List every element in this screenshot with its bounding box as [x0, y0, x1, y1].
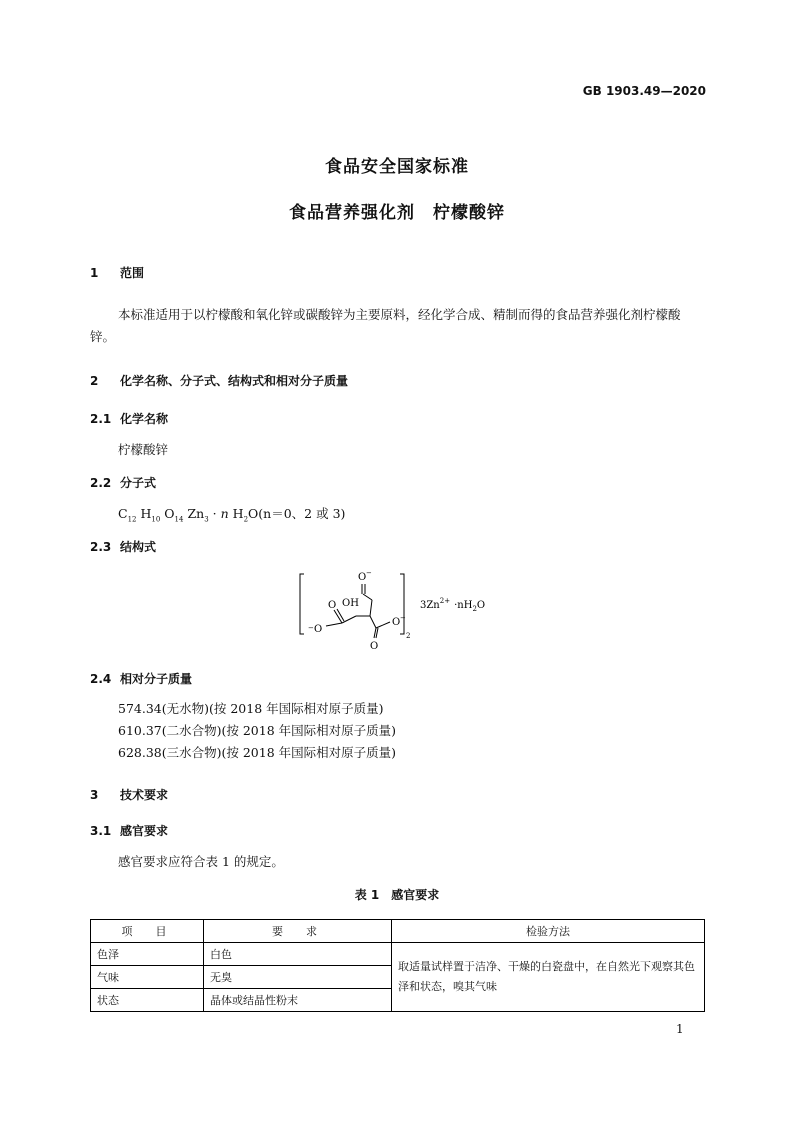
section-title: 范围 — [120, 266, 145, 280]
page-number: 1 — [676, 1022, 684, 1036]
section-title: 相对分子质量 — [120, 672, 193, 686]
molecular-mass-item: 610.37(二水合物)(按 2018 年国际相对原子质量) — [118, 723, 397, 738]
section-2-3-heading — [90, 538, 156, 555]
section-number: 2 — [90, 374, 99, 388]
chemical-name: 柠檬酸锌 — [118, 442, 169, 457]
table-cell: 状态 — [91, 989, 204, 1012]
section-3-1-text: 感官要求应符合表 1 的规定。 — [118, 854, 284, 869]
structural-formula — [298, 570, 513, 652]
molecular-mass-item: 628.38(三水合物)(按 2018 年国际相对原子质量) — [118, 745, 397, 760]
section-2-4-heading — [90, 670, 192, 687]
section-3-1-heading — [90, 822, 168, 839]
bond — [374, 628, 376, 638]
table-cell: 无臭 — [204, 966, 392, 989]
bond — [376, 622, 390, 628]
zinc-ion: $3Zn^{2+} \cdot nH_2O$ — [420, 597, 486, 613]
table-header-cell: 项 目 — [91, 920, 204, 943]
document-title: 食品安全国家标准 — [325, 157, 469, 177]
charge-label: − — [366, 570, 372, 577]
section-title: 化学名称、分子式、结构式和相对分子质量 — [120, 374, 349, 388]
table-cell: 气味 — [91, 966, 204, 989]
bond — [363, 594, 372, 600]
section-number: 2.2 — [90, 476, 112, 490]
section-1-heading — [90, 264, 144, 281]
atom-label: O — [392, 617, 401, 628]
hydroxyl-label: OH — [342, 598, 359, 609]
section-2-heading — [90, 372, 348, 389]
molecular-mass-item: 574.34(无水物)(按 2018 年国际相对原子质量) — [118, 701, 384, 716]
table-header-cell: 要 求 — [204, 920, 392, 943]
section-3-heading — [90, 786, 168, 803]
left-bracket — [300, 574, 304, 634]
section-number: 3 — [90, 788, 99, 802]
section-2-1-heading — [90, 410, 168, 427]
bond — [337, 609, 344, 621]
bond — [326, 623, 342, 626]
sensory-requirements-table — [90, 919, 705, 1012]
table-header-row — [91, 920, 705, 943]
table-cell: 白色 — [204, 943, 392, 966]
document-subtitle: 食品营养强化剂 柠檬酸锌 — [289, 203, 505, 223]
charge-label: − — [308, 624, 314, 632]
molecular-formula: $C_{12}$ $H_{10}$ $O_{14}$ $Zn_3 \cdot n$ $H_2O(n=0$、2 或 3) — [118, 506, 346, 524]
section-number: 2.1 — [90, 412, 112, 426]
section-title: 感官要求 — [120, 824, 169, 838]
table-cell: 色泽 — [91, 943, 204, 966]
section-number: 1 — [90, 266, 99, 280]
table-header-cell: 检验方法 — [392, 920, 705, 943]
section-number: 2.4 — [90, 672, 112, 686]
atom-label: O — [358, 572, 367, 583]
section-title: 结构式 — [120, 540, 157, 554]
section-number: 3.1 — [90, 824, 112, 838]
section-1-text: 本标准适用于以柠檬酸和氧化锌或碳酸锌为主要原料，经化学合成、精制而得的食品营养强化剂柠檬酸锌。 — [90, 307, 681, 344]
bond — [370, 600, 372, 616]
table-caption: 表 1 感官要求 — [354, 888, 440, 902]
section-2-2-heading — [90, 474, 156, 491]
atom-label: O — [370, 641, 379, 652]
charge-label: − — [400, 614, 406, 622]
section-title: 分子式 — [120, 476, 157, 490]
table-cell-method: 取适量试样置于洁净、干燥的白瓷盘中，在自然光下观察其色泽和状态，嗅其气味 — [392, 943, 705, 1012]
bond — [376, 628, 378, 638]
molecular-mass-list — [118, 698, 396, 764]
bond — [342, 616, 356, 623]
section-number: 2.3 — [90, 540, 112, 554]
bracket-subscript: 2 — [406, 632, 411, 640]
section-title: 技术要求 — [120, 788, 169, 802]
atom-label: O — [328, 600, 337, 611]
bond — [370, 616, 376, 628]
table-cell: 晶体或结晶性粉末 — [204, 989, 392, 1012]
table-row — [91, 943, 705, 966]
right-bracket — [400, 574, 404, 634]
section-title: 化学名称 — [120, 412, 169, 426]
standard-code: GB 1903.49—2020 — [582, 84, 706, 98]
atom-label: O — [314, 624, 323, 635]
